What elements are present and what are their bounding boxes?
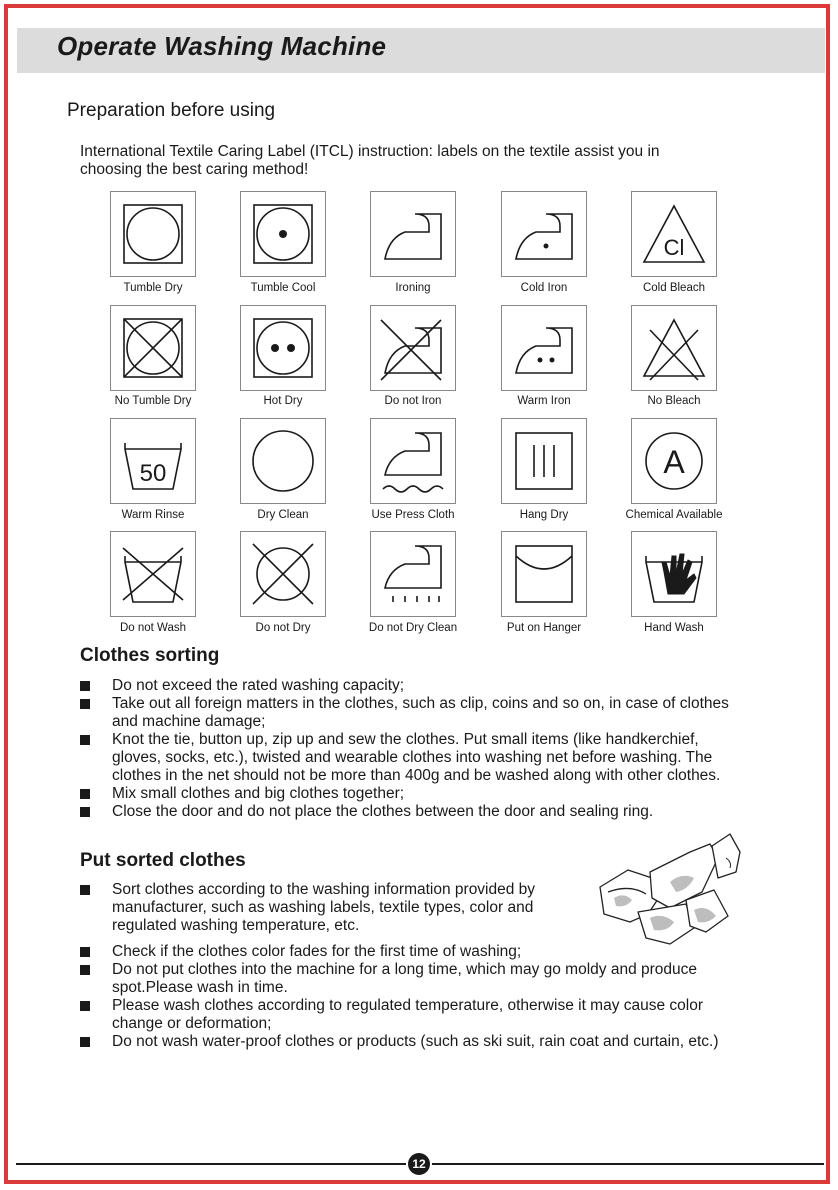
hand-wash-icon	[631, 531, 717, 617]
put-sorted-list	[80, 943, 740, 1051]
put-sorted-title: Put sorted clothes	[80, 850, 246, 871]
list-item: Sort clothes according to the washing information provided by manufacturer, such as washing labels, textile types, color and regulated washing temperature, etc.	[80, 881, 550, 935]
cold-bleach-icon	[631, 191, 717, 277]
section-subtitle: Preparation before using	[67, 100, 276, 121]
care-symbol-label: Do not Dry Clean	[368, 622, 458, 634]
care-symbol-label: Hand Wash	[644, 622, 704, 634]
list-item: Take out all foreign matters in the clothes, such as clip, coins and so on, in case of clothes and machine damage;	[80, 695, 730, 731]
hot-dry-icon	[240, 305, 326, 391]
care-symbol-label: Chemical Available	[625, 509, 723, 521]
page-number: 12	[408, 1153, 430, 1175]
warm-iron-icon	[501, 305, 587, 391]
bullet-square-icon	[80, 965, 90, 975]
care-symbol-label: Ironing	[395, 282, 431, 294]
use-press-cloth-icon	[370, 418, 456, 504]
ironing-icon	[370, 191, 456, 277]
clothes-sorting-list	[80, 677, 730, 821]
bullet-square-icon	[80, 947, 90, 957]
dry-clean-icon	[240, 418, 326, 504]
bullet-square-icon	[80, 1037, 90, 1047]
do-not-wash-icon	[110, 531, 196, 617]
care-symbol-label: No Bleach	[647, 395, 701, 407]
care-symbol-label: Tumble Dry	[123, 282, 183, 294]
list-item: Mix small clothes and big clothes together;	[80, 785, 730, 803]
list-item: Do not put clothes into the machine for a long time, which may go moldy and produce spot.Please wash in time.	[80, 961, 740, 997]
care-symbol-label: Put on Hanger	[506, 622, 582, 634]
care-symbol-label: Do not Iron	[384, 395, 442, 407]
bullet-square-icon	[80, 885, 90, 895]
care-symbol-label: Warm Iron	[517, 395, 571, 407]
bullet-square-icon	[80, 681, 90, 691]
clothes-illustration	[590, 832, 750, 954]
care-symbol-label: Do not Dry	[255, 622, 311, 634]
bullet-square-icon	[80, 1001, 90, 1011]
bullet-square-icon	[80, 699, 90, 709]
bullet-square-icon	[80, 735, 90, 745]
put-on-hanger-icon	[501, 531, 587, 617]
svg-text:50: 50	[139, 460, 167, 487]
cold-iron-icon	[501, 191, 587, 277]
care-symbol-label: Hot Dry	[263, 395, 303, 407]
list-item: Check if the clothes color fades for the first time of washing;	[80, 943, 740, 961]
list-item: Close the door and do not place the clothes between the door and sealing ring.	[80, 803, 730, 821]
list-item: Do not exceed the rated washing capacity;	[80, 677, 730, 695]
list-item: Please wash clothes according to regulated temperature, otherwise it may cause color change or deformation;	[80, 997, 740, 1033]
care-symbol-label: Do not Wash	[119, 622, 187, 634]
intro-text: International Textile Caring Label (ITCL) instruction: labels on the textile assist you in choosing the best caring method!	[80, 143, 660, 178]
care-symbol-label: Dry Clean	[257, 509, 309, 521]
put-sorted-first-list	[80, 881, 550, 935]
warm-rinse-icon	[110, 418, 196, 504]
care-symbol-label: Warm Rinse	[121, 509, 185, 521]
care-symbol-label: Hang Dry	[519, 509, 569, 521]
clothes-sorting-title: Clothes sorting	[80, 645, 220, 666]
list-item: Do not wash water-proof clothes or products (such as ski suit, rain coat and curtain, etc.)	[80, 1033, 740, 1051]
chemical-available-icon	[631, 418, 717, 504]
list-item: Knot the tie, button up, zip up and sew the clothes. Put small items (like handkerchief, gloves, socks, etc.), twisted and wearable clothes into washing net before washing. The clothes in the net should not be more than 400g and be washed along with other clothes.	[80, 731, 730, 785]
hang-dry-icon	[501, 418, 587, 504]
care-symbol-label: Cold Bleach	[642, 282, 705, 294]
footer-rule-left	[16, 1163, 406, 1165]
care-symbol-label: Use Press Cloth	[371, 509, 455, 521]
no-tumble-dry-icon	[110, 305, 196, 391]
tumble-dry-icon	[110, 191, 196, 277]
bullet-square-icon	[80, 789, 90, 799]
no-bleach-icon	[631, 305, 717, 391]
svg-text:A: A	[663, 444, 685, 480]
do-not-iron-icon	[370, 305, 456, 391]
do-not-dry-icon	[240, 531, 326, 617]
care-symbol-label: Tumble Cool	[250, 282, 316, 294]
svg-text:Cl: Cl	[663, 235, 685, 260]
bullet-square-icon	[80, 807, 90, 817]
do-not-dry-clean-icon	[370, 531, 456, 617]
tumble-cool-icon	[240, 191, 326, 277]
page-title: Operate Washing Machine	[57, 31, 387, 61]
care-symbol-label: No Tumble Dry	[114, 395, 192, 407]
care-symbol-label: Cold Iron	[520, 282, 568, 294]
footer-rule-right	[432, 1163, 824, 1165]
